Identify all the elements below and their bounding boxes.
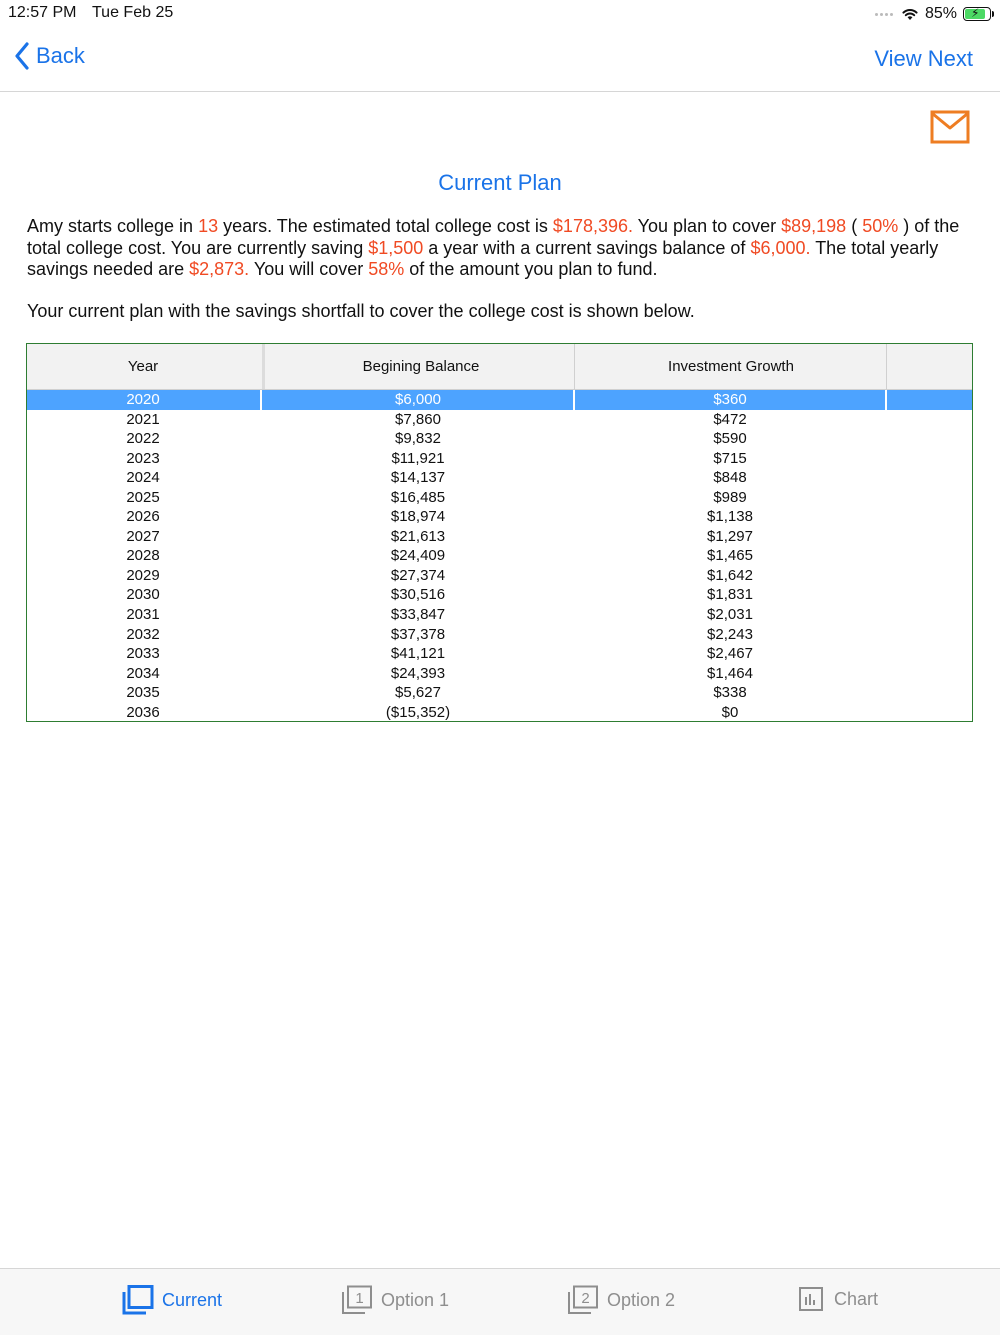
- battery-percent: 85%: [924, 5, 957, 22]
- cell-year: 2035: [126, 684, 160, 702]
- current-plan-icon: [122, 1285, 154, 1315]
- cell-investment-growth: $1,138: [707, 508, 753, 526]
- cell-investment-growth: $338: [713, 684, 747, 702]
- tab-bar: [0, 1268, 1000, 1335]
- cell-beginning-balance: $37,378: [390, 625, 446, 643]
- yearly-savings-needed: $2,873.: [189, 259, 250, 279]
- table-row[interactable]: [27, 703, 972, 722]
- table-row[interactable]: [27, 605, 972, 625]
- cell-beginning-balance: $11,921: [391, 449, 445, 467]
- years-until-college: 13: [198, 216, 219, 236]
- tab-option-2-label: Option 2: [607, 1289, 676, 1310]
- plan-note: Your current plan with the savings shortfall to cover the college cost is shown below.: [27, 301, 695, 321]
- column-header-more[interactable]: [886, 344, 973, 389]
- cell-investment-growth: $360: [713, 391, 747, 408]
- table-row[interactable]: [27, 488, 972, 508]
- column-header-investment-growth[interactable]: Investment Growth: [574, 344, 887, 389]
- cover-percent: 50%: [862, 216, 899, 236]
- cell-beginning-balance: $5,627: [395, 684, 441, 702]
- svg-text:2: 2: [581, 1290, 590, 1307]
- page-title: Current Plan: [438, 170, 562, 195]
- cell-year: 2036: [126, 703, 160, 721]
- cell-investment-growth: $1,465: [707, 547, 753, 565]
- table-row-selected[interactable]: [27, 390, 972, 410]
- cell-beginning-balance: $30,516: [390, 586, 446, 604]
- table-row[interactable]: [27, 664, 972, 684]
- cell-year: 2032: [126, 625, 160, 643]
- cell-investment-growth: $1,464: [707, 664, 753, 682]
- cell-year: 2021: [126, 410, 160, 428]
- cell-year: 2023: [126, 449, 160, 467]
- cell-investment-growth: $1,831: [707, 586, 753, 604]
- table-row[interactable]: [27, 566, 972, 586]
- table-row[interactable]: [27, 507, 972, 527]
- table-row[interactable]: [27, 410, 972, 430]
- plan-table: [26, 343, 973, 722]
- cell-beginning-balance: $24,409: [390, 547, 446, 565]
- table-row[interactable]: [27, 449, 972, 469]
- status-time: 12:57 PM: [8, 4, 77, 21]
- cell-year: 2029: [126, 566, 160, 584]
- cell-year: 2026: [126, 508, 160, 526]
- cell-investment-growth: $715: [713, 449, 747, 467]
- table-row[interactable]: [27, 527, 972, 547]
- cell-beginning-balance: $24,393: [390, 664, 446, 682]
- table-row[interactable]: [27, 585, 972, 605]
- cell-investment-growth: $2,243: [707, 625, 753, 643]
- cell-investment-growth: $848: [713, 469, 747, 487]
- current-balance: $6,000.: [750, 237, 811, 258]
- yearly-saving: $1,500: [368, 237, 424, 258]
- cell-investment-growth: $989: [713, 488, 747, 506]
- cell-year: 2025: [126, 488, 160, 506]
- mail-icon[interactable]: [930, 110, 970, 144]
- cell-year: 2022: [126, 430, 160, 448]
- tab-chart[interactable]: [798, 1285, 878, 1313]
- table-row[interactable]: [27, 644, 972, 664]
- table-body: [27, 390, 972, 722]
- cell-beginning-balance: ($15,352): [385, 703, 451, 721]
- status-indicators: [875, 3, 994, 25]
- plan-summary: Amy starts college in 13 years. The estimated total college cost is $178,396. You plan to cover $89,198 ( 50% ) of the total college cost. You are currently saving $1,500 a year with a current savings balance of $6,000. The total yearly savings needed are $2,873. You will cover 58% of the amount you plan to fund.: [27, 216, 960, 279]
- column-header-beginning-balance[interactable]: Begining Balance: [262, 344, 577, 389]
- cell-beginning-balance: $18,974: [390, 508, 446, 526]
- wifi-icon: [901, 7, 919, 21]
- cell-investment-growth: $2,031: [707, 606, 753, 624]
- table-header: [27, 344, 972, 390]
- table-row[interactable]: [27, 468, 972, 488]
- status-date: Tue Feb 25: [92, 4, 174, 21]
- cell-investment-growth: $472: [713, 410, 747, 428]
- cell-year: 2031: [126, 606, 160, 624]
- cell-year: 2020: [126, 391, 160, 408]
- tab-current-label: Current: [162, 1289, 223, 1310]
- svg-text:1: 1: [355, 1290, 364, 1307]
- view-next-button[interactable]: View Next: [874, 46, 973, 71]
- cell-investment-growth: $1,642: [707, 566, 753, 584]
- option-1-icon: [341, 1285, 373, 1315]
- cell-investment-growth: $2,467: [707, 645, 753, 663]
- back-label: Back: [36, 43, 85, 68]
- option-2-icon: [567, 1285, 599, 1315]
- tab-current[interactable]: [122, 1285, 222, 1315]
- table-row[interactable]: [27, 546, 972, 566]
- cell-beginning-balance: $21,613: [390, 527, 446, 545]
- status-bar: [0, 0, 1000, 28]
- tab-option-1[interactable]: [341, 1285, 449, 1315]
- row-separator: [885, 390, 887, 410]
- cell-beginning-balance: $6,000: [395, 391, 441, 408]
- cell-year: 2024: [126, 469, 160, 487]
- chevron-left-icon: [14, 42, 30, 70]
- cell-investment-growth: $590: [713, 430, 747, 448]
- navigation-bar: [0, 28, 1000, 92]
- cell-beginning-balance: $14,137: [390, 469, 446, 487]
- cell-year: 2034: [126, 664, 160, 682]
- bar-chart-icon: [798, 1285, 826, 1313]
- battery-icon: ⚡: [963, 7, 991, 21]
- column-header-year[interactable]: Year: [127, 358, 159, 375]
- cell-investment-growth: $0: [721, 703, 739, 721]
- will-cover-percent: 58%: [368, 259, 405, 279]
- cellular-signal-icon: [875, 13, 893, 16]
- cell-investment-growth: $1,297: [707, 527, 753, 545]
- tab-option-2[interactable]: [567, 1285, 675, 1315]
- cell-year: 2030: [126, 586, 160, 604]
- table-row[interactable]: [27, 683, 972, 703]
- row-separator: [573, 390, 575, 410]
- cell-year: 2028: [126, 547, 160, 565]
- cell-beginning-balance: $16,485: [390, 488, 446, 506]
- cell-beginning-balance: $9,832: [395, 430, 441, 448]
- tab-chart-label: Chart: [834, 1288, 879, 1309]
- cell-beginning-balance: $27,374: [390, 566, 446, 584]
- back-button[interactable]: [14, 42, 85, 70]
- cell-beginning-balance: $33,847: [390, 606, 446, 624]
- row-separator: [260, 390, 262, 410]
- cell-year: 2027: [126, 527, 160, 545]
- cell-beginning-balance: $7,860: [395, 410, 441, 428]
- cover-amount: $89,198: [781, 216, 847, 236]
- table-row[interactable]: [27, 429, 972, 449]
- cell-beginning-balance: $41,121: [390, 645, 446, 663]
- total-cost: $178,396.: [552, 216, 633, 236]
- cell-year: 2033: [126, 645, 160, 663]
- tab-option-1-label: Option 1: [381, 1289, 450, 1310]
- table-row[interactable]: [27, 625, 972, 645]
